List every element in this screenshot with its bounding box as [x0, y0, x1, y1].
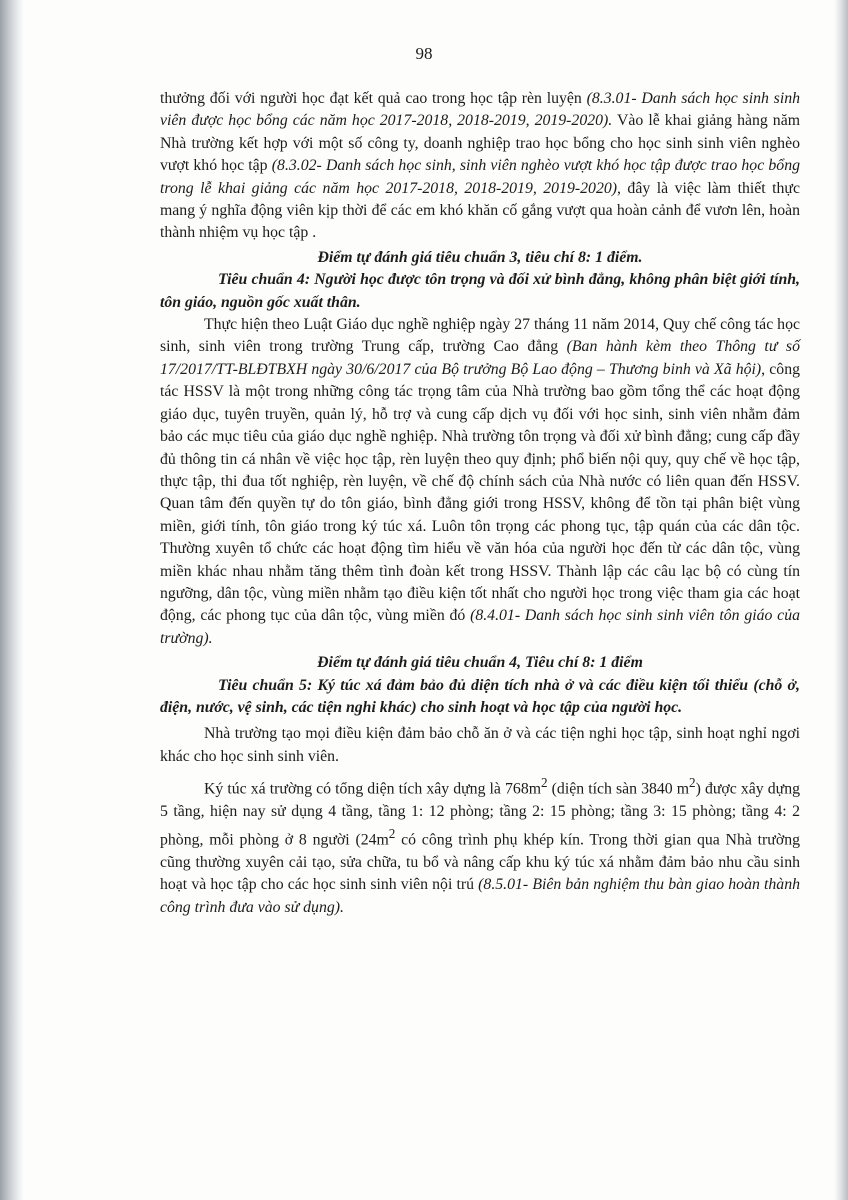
paragraph-scholarship [160, 88, 800, 245]
scan-left-edge [0, 0, 24, 1200]
evidence-reference: (Ban hành kèm theo Thông tư số 17/2017/TT-BLĐTBXH ngày 30/6/2017 của Bộ trưởng Bộ Lao động – Thương binh và Xã hội) [160, 338, 800, 378]
evidence-reference: (8.4.01- Danh sách học sinh sinh viên tôn giáo của trường). [160, 607, 800, 647]
evidence-reference: (8.3.02- Danh sách học sinh, sinh viên nghèo vượt khó học tập được trao học bổng trong lễ khai giảng các năm học 2017-2018, 2018-2019, 2019-2020) [160, 157, 800, 197]
text-span: Thực hiện theo Luật Giáo dục nghề nghiệp ngày 27 tháng 11 năm 2014, Quy chế công tác học sinh, sinh viên trong trường Trung cấp, trường Cao đẳng [160, 316, 800, 356]
paragraph-dormitory-area [160, 772, 800, 919]
superscript: 2 [541, 775, 548, 791]
text-span: ) được xây dựng 5 tầng, hiện nay sử dụng 4 tầng, tầng 1: 12 phòng; tầng 2: 15 phòng; tầng 3: 15 phòng; tầng 4: 2 phòng, mỗi phòng ở 8 người (24m [160, 780, 800, 849]
superscript: 2 [388, 826, 396, 842]
text-span: có công trình phụ khép kín. Trong thời gian qua Nhà trường cũng thường xuyên cải tạo, sửa chữa, tu bổ và nâng cấp khu ký túc xá nhằm đảm bảo nhu cầu sinh hoạt và học tập cho các học sinh sinh viên nội trú [160, 831, 801, 894]
page-number: 98 [415, 44, 433, 63]
evidence-reference: (8.3.01- Danh sách học sinh sinh viên được học bổng các năm học 2017-2018, 2018-2019, 2019-2020). [160, 90, 800, 130]
text-span: , đây là việc làm thiết thực mang ý nghĩa động viên kịp thời để các em khó khăn cố gắng vượt qua hoàn cảnh để vươn lên, hoàn thành nhiệm vụ học tập . [160, 179, 800, 242]
self-evaluation-score-3: Điểm tự đánh giá tiêu chuẩn 3, tiêu chí 8: 1 điểm. [317, 248, 643, 266]
paragraph-dormitory-conditions: Nhà trường tạo mọi điều kiện đảm bảo chỗ ăn ở và các tiện nghi học tập, sinh hoạt nghỉ ngơi khác cho học sinh sinh viên. [160, 725, 800, 765]
standard-5-heading: Tiêu chuẩn 5: Ký túc xá đảm bảo đủ diện tích nhà ở và các điều kiện tối thiểu (chỗ ở, điện, nước, vệ sinh, các tiện nghi khác) cho sinh hoạt và học tập của người học. [160, 676, 800, 716]
text-span: , công tác HSSV là một trong những công tác trọng tâm của Nhà trường bao gồm tổng thể các hoạt động giáo dục, tuyên truyền, quản lý, hỗ trợ và cung cấp dịch vụ đối với học sinh, sinh viên nhằm đảm bảo các mục tiêu của giáo dục nghề nghiệp. Nhà trường tôn trọng và đối xử bình đẳng; cung cấp đầy đủ thông tin cá nhân về việc học tập, rèn luyện theo quy định; phổ biến nội quy, quy chế về học tập, thực tập, thi đua tốt nghiệp, rèn luyện, về chế độ chính sách của Nhà nước có liên quan đến HSSV. Quan tâm đến quyền tự do tôn giáo, bình đẳng giới trong HSSV, không để tồn tại phân biệt vùng miền, giới tính, tôn giáo trong ký túc xá. Luôn tôn trọng các phong tục, tập quán của các dân tộc. Thường xuyên tổ chức các hoạt động tìm hiểu về văn hóa của người học đến từ các dân tộc, vùng miền khác nhau nhằm tăng thêm tình đoàn kết trong HSSV. Thành lập các câu lạc bộ có cùng tín ngưỡng, dân tộc, vùng miền nhằm tạo điều kiện tốt nhất cho người học trong việc tham gia các hoạt động, các phong tục của dân tộc, vùng miền đó [160, 360, 800, 625]
scan-right-edge [834, 0, 848, 1200]
evidence-reference: (8.5.01- Biên bản nghiệm thu bàn giao hoàn thành công trình đưa vào sử dụng). [160, 876, 801, 916]
text-span: Ký túc xá trường có tổng diện tích xây dựng là 768m [204, 780, 542, 798]
self-evaluation-score-4: Điểm tự đánh giá tiêu chuẩn 4, Tiêu chí 8: 1 điểm [317, 654, 643, 672]
superscript: 2 [689, 775, 696, 791]
text-span: Vào lễ khai giảng hàng năm Nhà trường kết hợp với một số công ty, doanh nghiệp trao học bổng cho học sinh sinh viên nghèo vượt khó học tập [160, 112, 800, 175]
page-body [160, 88, 800, 919]
text-span: (diện tích sàn 3840 m [547, 780, 690, 798]
paragraph-equal-treatment [160, 314, 800, 650]
text-span: thưởng đối với người học đạt kết quả cao trong học tập rèn luyện [160, 90, 587, 107]
standard-4-heading: Tiêu chuẩn 4: Người học được tôn trọng và đối xử bình đẳng, không phân biệt giới tính, tôn giáo, nguồn gốc xuất thân. [160, 271, 800, 311]
